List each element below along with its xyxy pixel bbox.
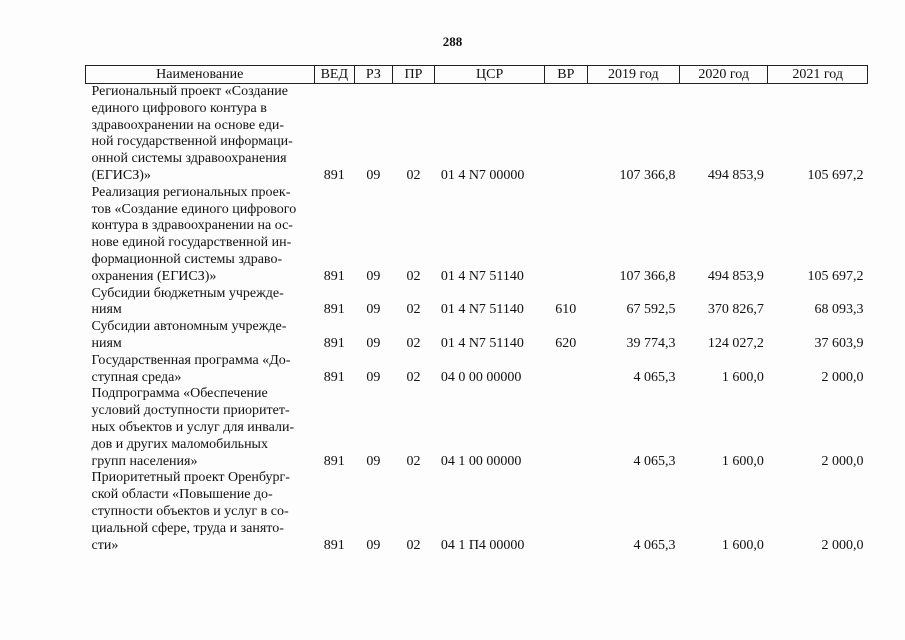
row-csr: 01 4 N7 51140	[440, 268, 524, 284]
row-name-line: Подпрограмма «Обеспечение	[91, 386, 268, 402]
row-2021: 2 000,0	[821, 369, 864, 385]
row-csr: 04 0 00 00000	[440, 369, 522, 385]
row-2020: 1 600,0	[721, 537, 764, 553]
row-pr: 02	[406, 369, 421, 385]
row-name-line: формационной системы здраво-	[91, 251, 283, 267]
table-row	[86, 470, 868, 554]
table-row	[86, 353, 868, 387]
row-csr: 01 4 N7 51140	[440, 302, 524, 318]
row-name-line: тов «Создание единого цифрового	[91, 201, 297, 217]
row-2021: 2 000,0	[821, 537, 864, 553]
row-csr: 01 4 N7 51140	[440, 335, 524, 351]
row-rz: 09	[366, 537, 381, 553]
row-ved: 891	[323, 268, 345, 284]
row-name	[86, 286, 315, 320]
table-header	[86, 66, 868, 84]
row-2021: 105 697,2	[807, 167, 864, 183]
table-body	[86, 84, 868, 555]
row-rz: 09	[366, 453, 381, 469]
row-name-line: ступности объектов и услуг в со-	[91, 503, 289, 519]
row-name-line: Региональный проект «Создание	[91, 84, 288, 99]
row-rz: 09	[366, 369, 381, 385]
row-2020: 1 600,0	[721, 369, 764, 385]
row-ved: 891	[323, 369, 345, 385]
row-csr: 04 1 00 00000	[440, 453, 522, 469]
row-vr	[544, 386, 587, 470]
row-name-line: Субсидии автономным учрежде-	[91, 319, 287, 335]
row-name-line: Реализация региональных проек-	[91, 184, 291, 200]
row-2020: 494 853,9	[707, 268, 764, 284]
row-name-line: ной государственной информаци-	[91, 134, 293, 150]
row-name-line: контура в здравоохранении на ос-	[91, 218, 293, 234]
row-vr	[544, 470, 587, 554]
row-rz: 09	[366, 167, 381, 183]
row-name-line: ступная среда»	[91, 369, 182, 385]
row-ved: 891	[323, 537, 345, 553]
row-pr: 02	[406, 268, 421, 284]
row-pr: 02	[406, 167, 421, 183]
row-vr: 610	[555, 302, 577, 318]
row-name	[86, 353, 315, 387]
row-name-line: сти»	[91, 537, 119, 553]
row-vr	[544, 84, 587, 185]
row-name-line: нове единой государственной ин-	[91, 235, 292, 251]
row-name-line: Приоритетный проект Оренбург-	[91, 470, 290, 486]
row-vr	[544, 353, 587, 387]
table-row	[86, 386, 868, 470]
row-name-line: ниям	[91, 335, 122, 351]
row-2020: 1 600,0	[721, 453, 764, 469]
row-2019: 4 065,3	[633, 537, 676, 553]
row-name	[86, 319, 315, 353]
row-2019: 107 366,8	[619, 268, 676, 284]
table-row	[86, 185, 868, 286]
row-csr: 01 4 N7 00000	[440, 167, 525, 183]
header-csr: ЦСР	[435, 66, 545, 84]
header-2019: 2019 год	[587, 66, 679, 84]
row-name-line: охранения (ЕГИСЗ)»	[91, 268, 217, 284]
row-2021: 2 000,0	[821, 453, 864, 469]
row-2021: 37 603,9	[814, 335, 864, 351]
row-name-line: ных объектов и услуг для инвали-	[91, 419, 295, 435]
row-vr: 620	[555, 335, 577, 351]
header-name: Наименование	[86, 66, 315, 84]
row-name-line: циальной сфере, труда и занято-	[91, 520, 284, 536]
table-row	[86, 84, 868, 185]
header-rz: РЗ	[355, 66, 393, 84]
row-2020: 124 027,2	[707, 335, 764, 351]
row-name	[86, 470, 315, 554]
row-vr	[544, 185, 587, 286]
budget-table	[85, 65, 868, 554]
row-name-line: ниям	[91, 302, 122, 318]
row-rz: 09	[366, 335, 381, 351]
row-pr: 02	[406, 335, 421, 351]
row-name-line: онной системы здравоохранения	[91, 151, 287, 167]
row-name-line: Государственная программа «До-	[91, 352, 291, 368]
row-pr: 02	[406, 453, 421, 469]
row-2021: 68 093,3	[814, 302, 864, 318]
header-pr: ПР	[392, 66, 435, 84]
table-row	[86, 286, 868, 320]
row-name	[86, 84, 315, 185]
row-ved: 891	[323, 302, 345, 318]
row-name-line: дов и других маломобильных	[91, 436, 268, 452]
row-2019: 39 774,3	[626, 335, 676, 351]
row-2019: 4 065,3	[633, 453, 676, 469]
row-name-line: ской области «Повышение до-	[91, 487, 273, 503]
page-number: 288	[442, 34, 463, 49]
header-ved: ВЕД	[314, 66, 355, 84]
row-name-line: Субсидии бюджетным учрежде-	[91, 285, 284, 301]
row-pr: 02	[406, 302, 421, 318]
row-pr: 02	[406, 537, 421, 553]
row-2019: 4 065,3	[633, 369, 676, 385]
row-csr: 04 1 П4 00000	[440, 537, 525, 553]
table-row	[86, 319, 868, 353]
row-2020: 370 826,7	[707, 302, 764, 318]
row-name-line: групп населения»	[91, 453, 198, 469]
row-rz: 09	[366, 302, 381, 318]
row-name-line: (ЕГИСЗ)»	[91, 167, 151, 183]
row-name	[86, 185, 315, 286]
row-rz: 09	[366, 268, 381, 284]
header-2020: 2020 год	[680, 66, 768, 84]
row-2021: 105 697,2	[807, 268, 864, 284]
row-2020: 494 853,9	[707, 167, 764, 183]
row-2019: 67 592,5	[626, 302, 676, 318]
header-2021: 2021 год	[768, 66, 868, 84]
row-2019: 107 366,8	[619, 167, 676, 183]
row-ved: 891	[323, 167, 345, 183]
header-vr: ВР	[544, 66, 587, 84]
row-name-line: единого цифрового контура в	[91, 100, 267, 116]
row-ved: 891	[323, 453, 345, 469]
row-name-line: здравоохранении на основе еди-	[91, 117, 284, 133]
row-name-line: условий доступности приоритет-	[91, 403, 290, 419]
row-ved: 891	[323, 335, 345, 351]
row-name	[86, 386, 315, 470]
